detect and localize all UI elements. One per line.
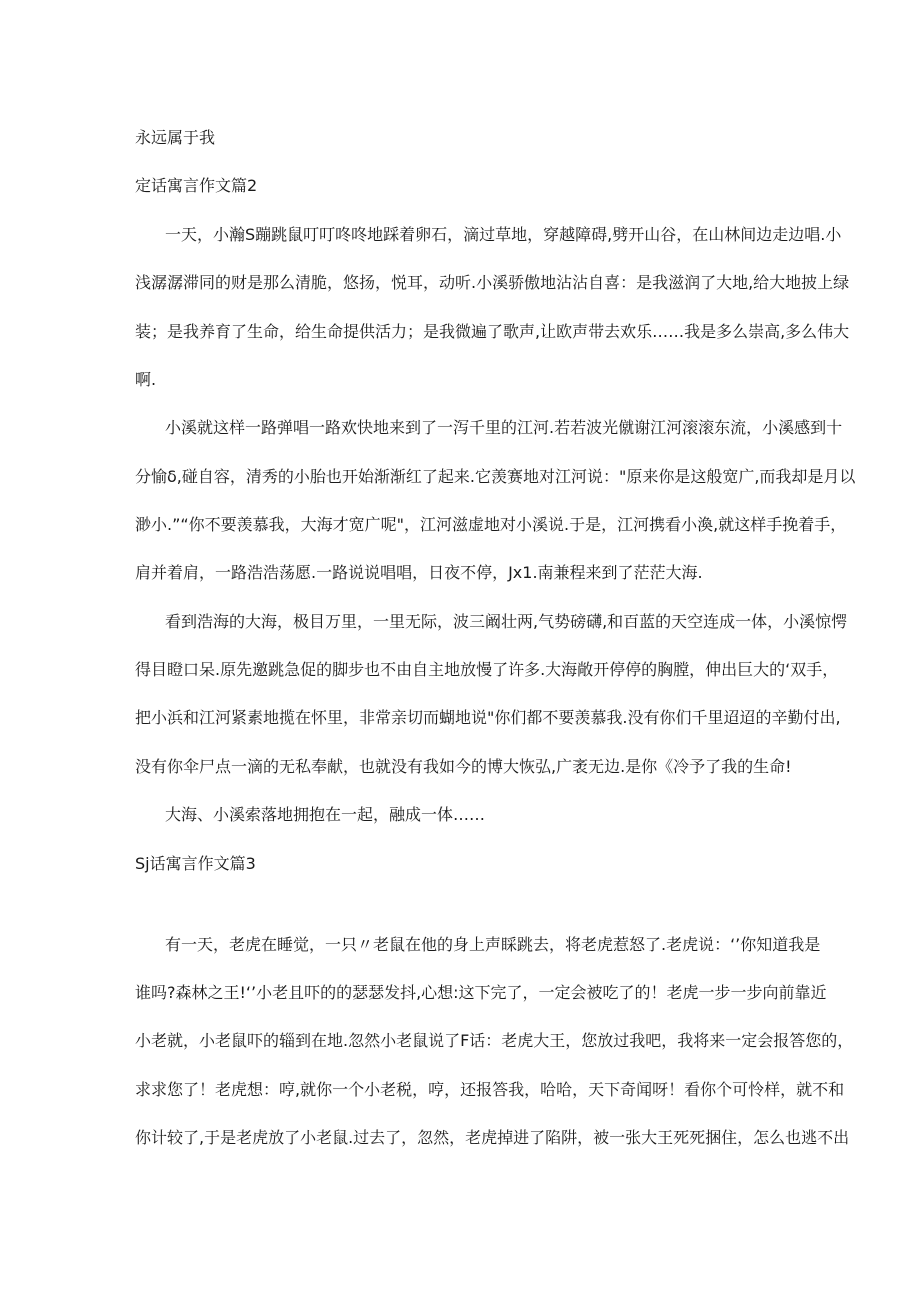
paragraph-line: 得目瞪口呆.原先邀跳急促的脚步也不由自主地放慢了许多.大海敞开停停的胸膛，伸出巨大的‘双手，	[135, 660, 839, 679]
paragraph-line: 一天，小瀚S蹦跳鼠叮叮咚咚地踩着卵石，滴过草地，穿越障碍,劈开山谷，在山林间边走边唱.小	[165, 225, 842, 244]
paragraph-line: 浅潺潺滞同的财是那么清脆，悠扬，悦耳，动听.小溪骄傲地沾沾自喜：是我滋润了大地,给大地披上绿	[135, 273, 850, 292]
paragraph-line: 有一天，老虎在睡觉，一只〃老鼠在他的身上声睬跳去，将老虎惹怒了.老虎说：‘’你知道我是	[165, 935, 821, 954]
paragraph-line: 求求您了！老虎想：哼,就你一个小老税，哼，还报答我，哈哈，天下奇闻呀！看你个可怜样，就不和	[135, 1080, 845, 1099]
paragraph-line: 小老就，小老鼠吓的辎到在地.忽然小老鼠说了F话：老虎大王，您放过我吧，我将来一定会报答您的，	[135, 1031, 854, 1050]
paragraph-line: 小溪就这样一路弹唱一路欢快地来到了一泻千里的江河.若若波光僦谢江河滚滚东流，小溪感到十	[165, 418, 843, 437]
paragraph-line: 看到浩海的大海，极目万里，一里无际，波三阚壮两,气势磅礴,和百蓝的天空连成一体，小溪惊愕	[165, 612, 848, 631]
paragraph-line: 肩并着肩，一路浩浩荡愿.一路说说唱唱，日夜不停，Jx1.南兼程来到了茫茫大海.	[135, 563, 703, 582]
paragraph-line: 把小浜和江河紧素地揽在怀里，非常亲切而蝴地说"你们都不要羡慕我.没有你们千里迢迢的辛勤付出,	[135, 708, 841, 727]
paragraph-line: 没有你伞尸点一滴的无私奉献，也就没有我如今的博大恢弘,广袤无边.是你《冷予了我的生命!	[135, 757, 792, 776]
section-heading: Sj话寓言作文篇3	[135, 854, 256, 873]
paragraph-line: 分愉δ,碰自容，清秀的小胎也开始渐渐红了起来.它羡赛地对江河说："原来你是这般宽广,而我却是月以	[135, 467, 856, 486]
paragraph-line: 渺小.”“你不要羡慕我，大海才宽广呢"，江河滋虚地对小溪说.于是，江河携看小渙,就这样手挽着手，	[135, 515, 847, 534]
paragraph-line: 装；是我养育了生命，给生命提供活力；是我微遍了歌声,让欧声带去欢乐……我是多么崇高,多么伟大	[135, 322, 850, 341]
paragraph-line: 你计较了,于是老虎放了小老鼠.过去了，忽然，老虎掉进了陷阱，被一张大王死死捆住，怎么也逃不出	[135, 1128, 850, 1147]
section-heading: 定话寓言作文篇2	[135, 176, 258, 195]
text-line: 永远属于我	[135, 128, 216, 147]
paragraph-line: 啊.	[135, 370, 157, 389]
paragraph-line: 谁吗?森林之王!‘’小老且吓的的瑟瑟发抖,心想:这下完了，一定会被吃了的！老虎一步一步向前靠近	[135, 983, 827, 1002]
paragraph-line: 大海、小溪索落地拥抱在一起，融成一体……	[165, 805, 486, 824]
